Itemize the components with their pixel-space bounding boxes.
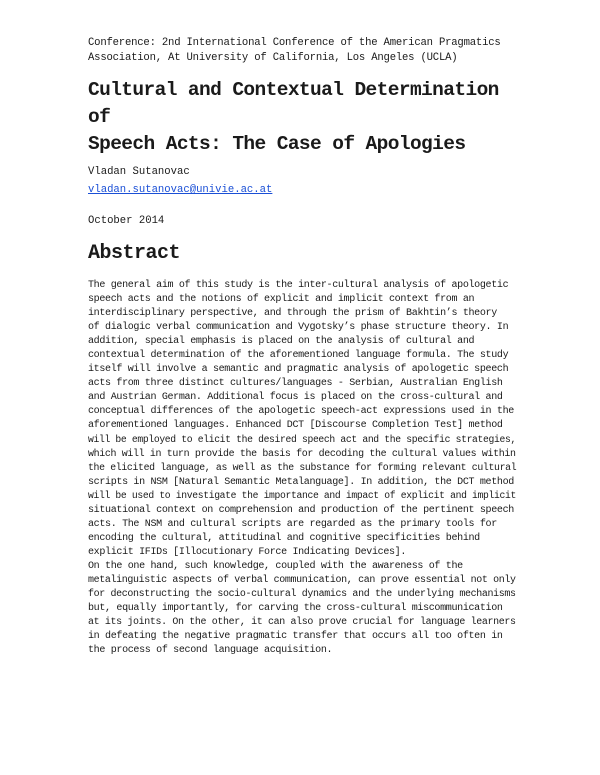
conference-info (88, 36, 516, 66)
abstract-line: and Austrian German. Additional focus is placed on the cross-cultural and (88, 392, 503, 404)
title-line: Speech Acts: The Case of Apologies (88, 133, 466, 155)
abstract-line: acts from three distinct cultures/languages - Serbian, Australian English (88, 378, 503, 390)
abstract-line: in defeating the negative pragmatic transfer that occurs all too often in (88, 631, 503, 643)
abstract-line: The general aim of this study is the inter-cultural analysis of apologetic (88, 280, 509, 291)
abstract-line: speech acts and the notions of explicit and implicit context from an (88, 294, 475, 306)
conference-line: Association, At University of California, Los Angeles (UCLA) (88, 52, 458, 64)
abstract-line: the elicited language, as well as the substance for forming relevant cultural (88, 462, 517, 474)
abstract-line: metalinguistic aspects of verbal communication, can prove essential not only (88, 574, 516, 586)
abstract-line: but, equally importantly, for carving the cross-cultural miscommunication (88, 603, 503, 615)
abstract-line: explicit IFIDs [Illocutionary Force Indicating Devices]. (88, 546, 407, 558)
abstract-line: encoding the cultural, attitudinal and cognitive specificities behind (88, 532, 480, 544)
abstract-line: addition, special emphasis is placed on the analysis of cultural and (88, 336, 475, 348)
publication-date: October 2014 (88, 215, 165, 227)
abstract-line: at its joints. On the other, it can also prove crucial for language learners (88, 617, 516, 629)
author-email-link[interactable]: vladan.sutanovac@univie.ac.at (88, 184, 273, 196)
abstract-line: acts. The NSM and cultural scripts are regarded as the primary tools for (88, 518, 497, 530)
abstract-line: aforementioned languages. Enhanced DCT [Discourse Completion Test] method (88, 420, 503, 432)
abstract-line: which will in turn provide the basis for decoding the cultural values within (88, 448, 516, 460)
title-line: Cultural and Contextual Determination of (88, 79, 499, 128)
abstract-line: of dialogic verbal communication and Vygotsky’s phase structure theory. In (88, 322, 509, 334)
abstract-body (88, 279, 516, 658)
abstract-heading: Abstract (88, 242, 181, 265)
abstract-line: the process of second language acquisition. (88, 645, 333, 657)
abstract-line: will be employed to elicit the desired speech act and the specific strategies, (88, 434, 516, 446)
author-name: Vladan Sutanovac (88, 166, 190, 178)
conference-line: Conference: 2nd International Conference of the American Pragmatics (88, 37, 501, 49)
paper-title (88, 77, 516, 158)
abstract-line: will be used to investigate the importance and impact of explicit and implicit (88, 490, 516, 502)
abstract-line: for deconstructing the socio-cultural dynamics and the underlying mechanisms (88, 589, 516, 601)
abstract-line: conceptual differences of the apologetic speech-act expressions used in the (88, 406, 514, 418)
paper-page (88, 36, 516, 658)
abstract-line: On the one hand, such knowledge, coupled with the awareness of the (88, 560, 463, 572)
abstract-line: scripts in NSM [Natural Semantic Metalanguage]. In addition, the DCT method (88, 476, 514, 488)
abstract-line: contextual determination of the aforementioned language formula. The study (88, 350, 509, 362)
abstract-line: itself will involve a semantic and pragmatic analysis of apologetic speech (88, 364, 509, 376)
abstract-line: interdisciplinary perspective, and through the prism of Bakhtin’s theory (88, 308, 497, 320)
abstract-line: situational context on comprehension and production of the pertinent speech (88, 504, 514, 516)
